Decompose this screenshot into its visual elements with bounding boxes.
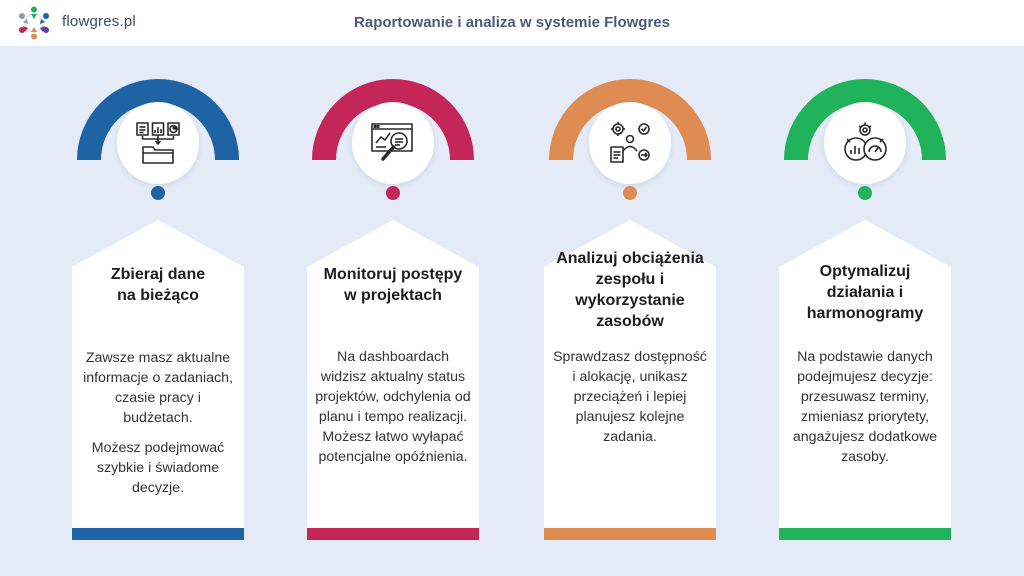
icon-badge — [824, 102, 906, 184]
step-column-2 — [307, 46, 479, 576]
card-body — [80, 348, 236, 508]
icon-badge — [117, 102, 199, 184]
page-title: Raportowanie i analiza w systemie Flowgres — [354, 14, 670, 31]
card-title: Optymalizuj działania i harmonogramy — [806, 263, 924, 322]
accent-bar — [544, 528, 716, 540]
card-paragraph: Sprawdzasz dostępność i alokację, unikasz przeciążeń i lepiej planujesz kolejne zadania. — [553, 349, 707, 445]
card-title: Zbieraj dane na bieżąco — [110, 266, 206, 304]
card-paragraph: Zawsze masz aktualne informacje o zadaniach, czasie pracy i budżetach. — [83, 350, 233, 426]
step-column-1 — [72, 46, 244, 576]
step-dot — [386, 186, 400, 200]
step-dot — [858, 186, 872, 200]
card-paragraph: Możesz podejmować szybkie i świadome decyzje. — [91, 440, 225, 496]
accent-bar — [779, 528, 951, 540]
workload-analysis-icon — [606, 119, 654, 167]
card-paragraph: Na dashboardach widzisz aktualny status projektów, odchylenia od planu i tempo realizacji. Możesz łatwo wyłapać potencjalne opóźnienia. — [315, 349, 471, 465]
card-body — [315, 347, 471, 477]
dashboard-magnifier-icon — [369, 119, 417, 167]
card-title: Monitoruj postępy w projektach — [323, 266, 463, 304]
folder-reports-icon — [134, 119, 182, 167]
step-dot — [151, 186, 165, 200]
logo-text[interactable]: flowgres.pl — [62, 13, 136, 30]
icon-badge — [589, 102, 671, 184]
optimization-gears-icon — [841, 119, 889, 167]
card-title: Analizuj obciążenia zespołu i wykorzystanie zasobów — [556, 250, 704, 330]
top-bar — [0, 0, 1024, 46]
step-dot — [623, 186, 637, 200]
card-paragraph: Na podstawie danych podejmujesz decyzje: przesuwasz terminy, zmieniasz priorytety, angażujesz dodatkowe zasoby. — [792, 349, 938, 465]
card-body — [552, 347, 708, 457]
accent-bar — [72, 528, 244, 540]
icon-badge — [352, 102, 434, 184]
step-column-4 — [779, 46, 951, 576]
accent-bar — [307, 528, 479, 540]
card-body — [787, 347, 943, 477]
step-column-3 — [544, 46, 716, 576]
